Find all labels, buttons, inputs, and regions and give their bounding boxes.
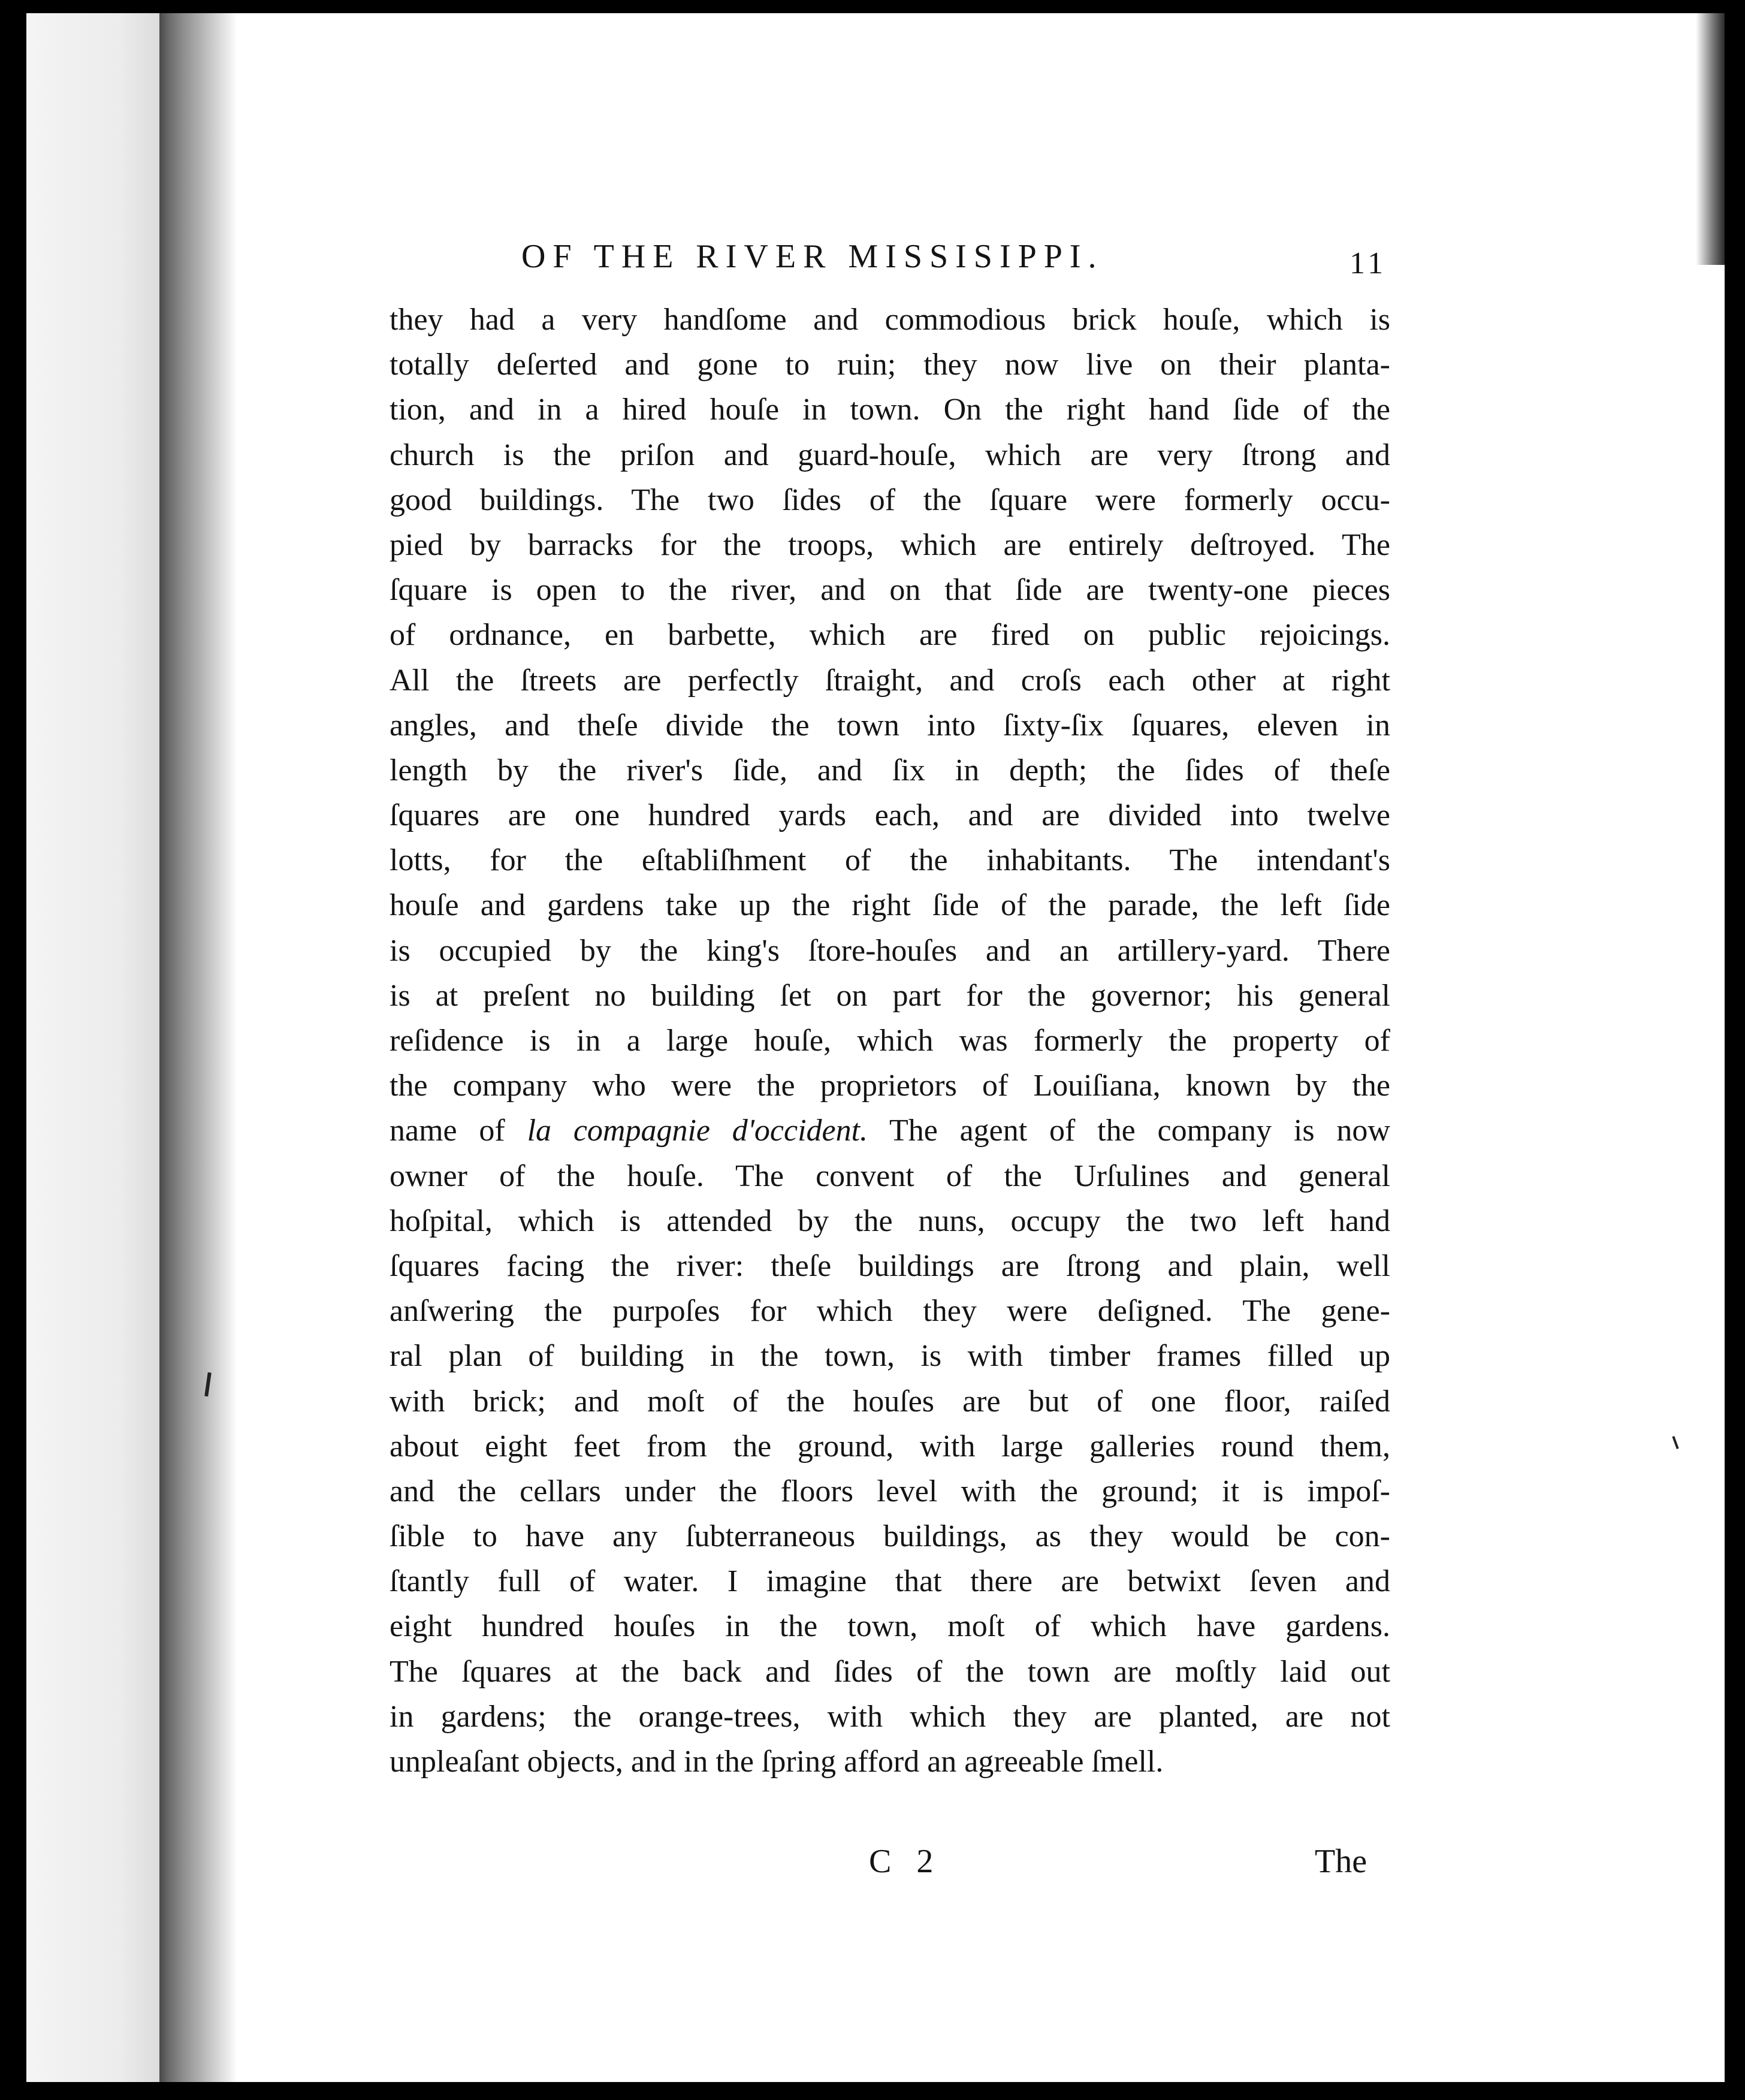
text-line: reſidence is in a large houſe, which was formerly the property of (390, 1024, 1390, 1058)
page-corner-shadow (1696, 13, 1725, 265)
text-line: ſquare is open to the river, and on that ſide are twenty-one pieces (390, 573, 1390, 608)
text-line: angles, and theſe divide the town into ſixty-ſix ſquares, eleven in (390, 708, 1390, 743)
text-line: is occupied by the king's ſtore-houſes and an artillery-yard. There (390, 933, 1390, 968)
text-segment: The agent of the company is now (868, 1114, 1390, 1148)
scan-border-left (0, 0, 26, 2100)
facing-page-edge (26, 13, 159, 2082)
text-line: ral plan of building in the town, is with timber frames filled up (390, 1339, 1390, 1374)
catchword: The (1315, 1843, 1367, 1880)
text-line: The ſquares at the back and ſides of the town are moſtly laid out (390, 1654, 1390, 1689)
text-line: ſquares are one hundred yards each, and are divided into twelve (390, 798, 1390, 833)
text-line: totally deſerted and gone to ruin; they now live on their planta- (390, 348, 1390, 382)
text-line: pied by barracks for the troops, which are entirely deſtroyed. The (390, 527, 1390, 562)
scan-border-top (0, 0, 1745, 13)
text-line: good buildings. The two ſides of the ſquare were formerly occu- (390, 482, 1390, 517)
text-line: in gardens; the orange-trees, with which they are planted, are not (390, 1699, 1390, 1734)
text-line: All the ſtreets are perfectly ſtraight, and croſs each other at right (390, 663, 1390, 698)
text-line: ſible to have any ſubterraneous buildings, as they would be con- (390, 1519, 1390, 1554)
text-line: ſtantly full of water. I imagine that there are betwixt ſeven and (390, 1564, 1390, 1599)
text-line: church is the priſon and guard-houſe, which are very ſtrong and (390, 437, 1390, 472)
text-line: owner of the houſe. The convent of the Urſulines and general (390, 1158, 1390, 1193)
text-line: hoſpital, which is attended by the nuns, occupy the two left hand (390, 1203, 1390, 1238)
text-line: with brick; and moſt of the houſes are but of one floor, raiſed (390, 1384, 1390, 1419)
text-line: lotts, for the eſtabliſhment of the inhabitants. The intendant's (390, 843, 1390, 878)
text-line: houſe and gardens take up the right ſide of the parade, the left ſide (390, 888, 1390, 923)
page-number: 11 (1349, 246, 1387, 280)
text-line: ſquares facing the river: theſe buildings are ſtrong and plain, well (390, 1248, 1390, 1283)
text-line: tion, and in a hired houſe in town. On the right hand ſide of the (390, 393, 1390, 427)
text-line: is at preſent no building ſet on part for the governor; his general (390, 978, 1390, 1013)
body-text (390, 297, 1390, 1784)
text-line-last: unpleaſant objects, and in the ſpring afford an agreeable ſmell. (390, 1745, 1164, 1779)
text-line: anſwering the purpoſes for which they were deſigned. The gene- (390, 1294, 1390, 1329)
text-line: and the cellars under the floors level with the ground; it is impoſ- (390, 1474, 1390, 1508)
italic-company-name: la compagnie d'occident. (527, 1114, 868, 1148)
scan-border-right (1725, 0, 1745, 2100)
text-line: eight hundred houſes in the town, moſt of which have gardens. (390, 1609, 1390, 1644)
text-line: about eight feet from the ground, with large galleries round them, (390, 1429, 1390, 1464)
text-line: of ordnance, en barbette, which are fired on public rejoicings. (390, 618, 1390, 653)
running-title: OF THE RIVER MISSISIPPI. (521, 238, 1104, 275)
text-line: they had a very handſome and commodious brick houſe, which is (390, 303, 1390, 337)
text-line-with-italic (390, 1108, 1390, 1153)
scan-border-bottom (0, 2082, 1745, 2100)
signature-mark: C 2 (869, 1843, 942, 1880)
text-segment: name of (390, 1114, 527, 1148)
text-line: length by the river's ſide, and ſix in depth; the ſides of theſe (390, 753, 1390, 787)
text-line: the company who were the proprietors of Louiſiana, known by the (390, 1069, 1390, 1103)
book-gutter-shadow (159, 13, 237, 2082)
